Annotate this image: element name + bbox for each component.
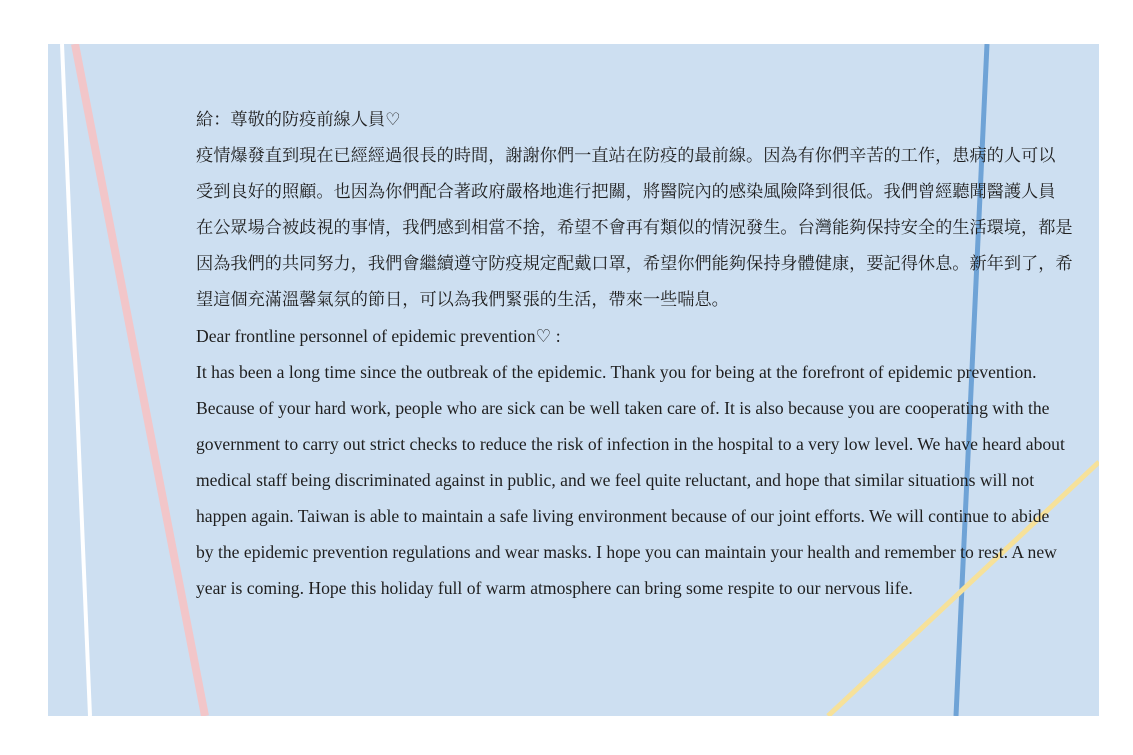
- zh-body-line: 在公眾場合被歧視的事情，我們感到相當不捨，希望不會再有類似的情況發生。台灣能夠保持安全的生活環境，都是: [196, 218, 1073, 238]
- letter-card: [48, 44, 1099, 716]
- en-body-line: year is coming. Hope this holiday full of warm atmosphere can bring some respite to our nervous life.: [196, 578, 913, 598]
- en-body-line: government to carry out strict checks to reduce the risk of infection in the hospital to a very low level. We have heard about: [196, 434, 1065, 454]
- en-greeting: Dear frontline personnel of epidemic prevention♡ :: [196, 326, 561, 346]
- en-body-line: happen again. Taiwan is able to maintain a safe living environment because of our joint efforts. We will continue to abide: [196, 506, 1050, 526]
- zh-body-line: 疫情爆發直到現在已經經過很長的時間，謝謝你們一直站在防疫的最前線。因為有你們辛苦的工作，患病的人可以: [196, 146, 1056, 166]
- en-body-line: by the epidemic prevention regulations and wear masks. I hope you can maintain your health and remember to rest. A new: [196, 542, 1057, 562]
- pink-stripe: [75, 44, 205, 716]
- zh-body-line: 望這個充滿溫馨氣氛的節日，可以為我們緊張的生活，帶來一些喘息。: [196, 290, 729, 310]
- letter-text: [196, 102, 1076, 606]
- en-body-line: medical staff being discriminated against in public, and we feel quite reluctant, and hope that similar situations will not: [196, 470, 1035, 490]
- zh-body-line: 受到良好的照顧。也因為你們配合著政府嚴格地進行把關，將醫院內的感染風險降到很低。我們曾經聽聞醫護人員: [196, 182, 1056, 202]
- zh-greeting: 給：尊敬的防疫前線人員♡: [196, 110, 401, 130]
- en-body-line: Because of your hard work, people who are sick can be well taken care of. It is also because you are cooperating with the: [196, 398, 1050, 418]
- white-stripe: [62, 44, 90, 716]
- zh-body-line: 因為我們的共同努力，我們會繼續遵守防疫規定配戴口罩，希望你們能夠保持身體健康，要記得休息。新年到了，希: [196, 254, 1073, 274]
- en-body-line: It has been a long time since the outbreak of the epidemic. Thank you for being at the forefront of epidemic prevention.: [196, 362, 1037, 382]
